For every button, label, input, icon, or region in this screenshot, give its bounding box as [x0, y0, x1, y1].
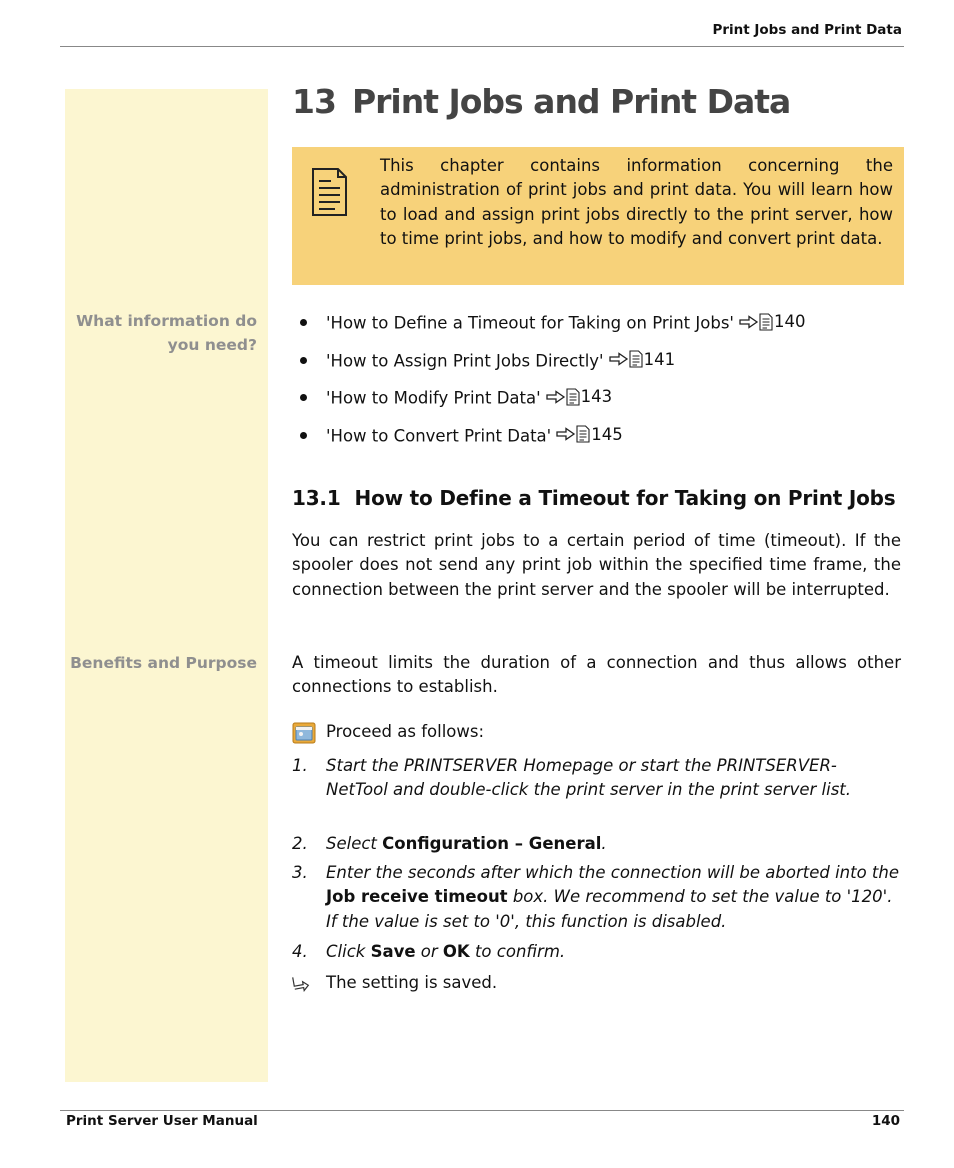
page-reference[interactable]: [609, 346, 676, 373]
step-number: 4.: [292, 942, 308, 961]
step-number: 3.: [292, 863, 308, 882]
list-item[interactable]: [292, 308, 805, 346]
list-item[interactable]: [292, 421, 805, 459]
header-rule: [60, 46, 904, 47]
proceed-line: [292, 720, 484, 744]
link-label[interactable]: 'How to Assign Print Jobs Directly': [326, 351, 604, 370]
arrow-right-icon: [739, 315, 759, 329]
page-number: 140: [773, 312, 806, 331]
page-number: 145: [591, 424, 623, 444]
step-2: [292, 832, 904, 856]
step-text-mid: or: [415, 942, 443, 961]
intro-text: This chapter contains information concerning the administration of print jobs and print data. You will learn how to load and assign print jobs directly to the print server, how to time print jobs, and how to modify and convert print data.: [380, 156, 893, 248]
page-icon: [759, 313, 773, 331]
step-text-end: to confirm.: [469, 942, 566, 961]
footer-page-number: 140: [871, 1113, 900, 1129]
list-item[interactable]: [292, 383, 805, 421]
list-item[interactable]: [292, 346, 805, 384]
page-icon: [566, 388, 580, 406]
paragraph-intro: You can restrict print jobs to a certain period of time (timeout). If the spooler does not send any print job within the specified time frame, the connection between the print server and the spooler will be interrupted.: [292, 531, 901, 599]
intro-box: [292, 147, 904, 285]
page-icon: [629, 350, 643, 368]
arrow-right-icon: [546, 390, 566, 404]
step-4: [292, 940, 904, 964]
save-button-name: Save: [370, 942, 416, 961]
step-text-end: .: [601, 834, 607, 853]
step-text-end: box. We recommend to set the value to '120'. If the value is set to '0', this function is disabled.: [326, 887, 893, 931]
page-number: 143: [580, 387, 613, 406]
step-text: Enter the seconds after which the connection will be aborted into the: [326, 863, 899, 882]
step-number: 1.: [292, 756, 308, 775]
document-icon: [311, 167, 349, 217]
step-text: Select: [326, 834, 383, 853]
section-title-text: How to Define a Timeout for Taking on Print Jobs: [354, 486, 896, 510]
page-icon: [576, 425, 590, 443]
page-reference[interactable]: [556, 421, 623, 448]
section-heading: [292, 486, 895, 510]
step-1: [292, 754, 904, 803]
step-text: Click: [326, 942, 371, 961]
step-number: 2.: [292, 834, 308, 853]
step-text: Start the PRINTSERVER Homepage or start the PRINTSERVER-NetTool and double-click the print server in the print server list.: [326, 756, 852, 800]
chapter-number: 13: [292, 82, 336, 121]
arrow-right-icon: [556, 427, 576, 441]
page-reference[interactable]: [739, 308, 806, 335]
chapter-title: [292, 82, 790, 121]
menu-path: Configuration – General: [382, 834, 602, 853]
instruction-icon: [292, 722, 316, 744]
link-label[interactable]: 'How to Modify Print Data': [326, 388, 541, 408]
link-label[interactable]: 'How to Convert Print Data': [326, 426, 552, 445]
result-arrow-icon: [292, 975, 310, 993]
proceed-text: Proceed as follows:: [326, 722, 485, 741]
step-3: [292, 861, 904, 934]
result-line: [292, 971, 497, 995]
page-number: 141: [643, 349, 676, 369]
footer-rule: [60, 1110, 904, 1111]
paragraph-benefits: A timeout limits the duration of a connection and thus allows other connections to establish.: [292, 653, 901, 697]
margin-column: [65, 89, 268, 1082]
link-label[interactable]: 'How to Define a Timeout for Taking on Print Jobs': [326, 313, 734, 333]
sidebar-label-what-information: What information do you need?: [76, 312, 257, 354]
footer-manual-title: Print Server User Manual: [66, 1113, 258, 1129]
ok-button-name: OK: [442, 942, 470, 961]
page-reference[interactable]: [546, 383, 613, 410]
chapter-contents-list: [292, 308, 805, 458]
arrow-right-icon: [609, 352, 629, 366]
field-name: Job receive timeout: [326, 887, 508, 907]
sidebar-label-benefits: Benefits and Purpose: [70, 654, 257, 672]
chapter-title-text: Print Jobs and Print Data: [351, 82, 791, 121]
result-text: The setting is saved.: [326, 973, 498, 992]
section-number: 13.1: [292, 486, 341, 510]
running-header: Print Jobs and Print Data: [712, 22, 902, 38]
